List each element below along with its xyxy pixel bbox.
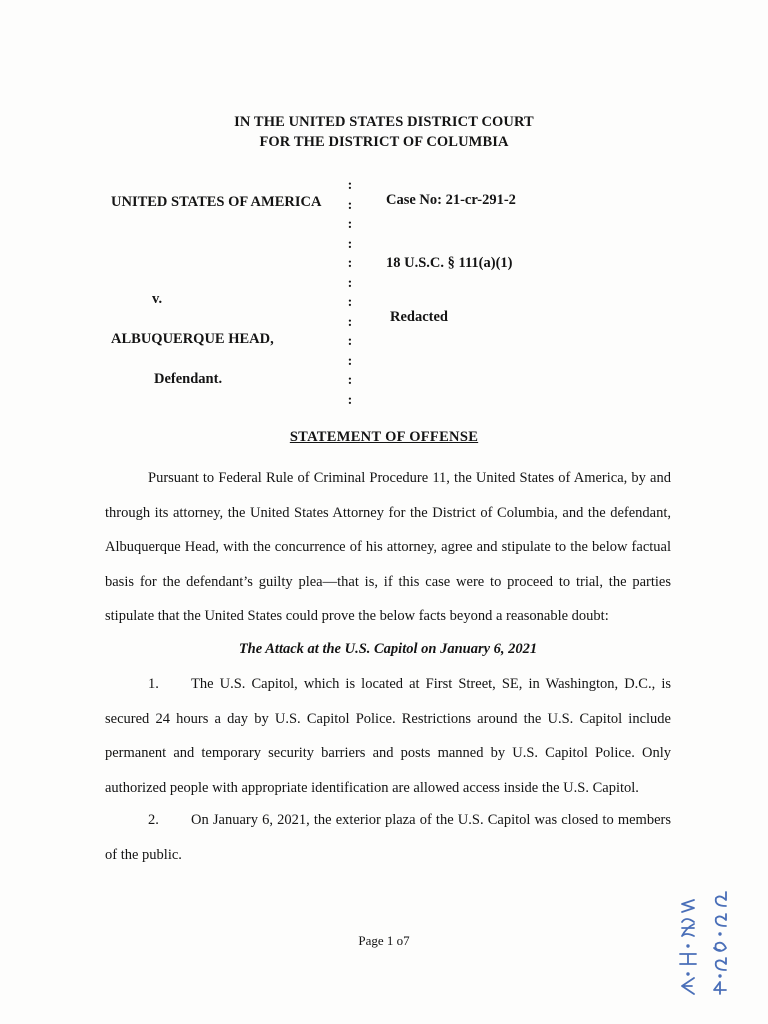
redacted-label: Redacted xyxy=(390,309,448,325)
handwritten-initials-icon xyxy=(668,878,758,998)
numbered-paragraph-2 xyxy=(105,803,671,872)
paragraph-body: The U.S. Capitol, which is located at First Street, SE, in Washington, D.C., is secured 24 hours a day by U.S. Capitol Police. Restrictions around the U.S. Capitol include permanent and temporary security barriers and posts manned by U.S. Capitol Police. Only authorized people with appropriate identification are allowed access inside the U.S. Capitol. xyxy=(105,676,671,796)
paragraph-number: 1. xyxy=(148,676,159,692)
numbered-paragraph-1 xyxy=(105,667,671,805)
section-subheading: The Attack at the U.S. Capitol on January 6, 2021 xyxy=(238,641,538,657)
plaintiff-name: UNITED STATES OF AMERICA xyxy=(111,194,322,210)
versus-label: v. xyxy=(152,291,163,307)
caption-colon-separator: : : : : : : : : : : : : xyxy=(347,178,353,408)
intro-paragraph-block xyxy=(105,461,671,634)
paragraph-body: On January 6, 2021, the exterior plaza of the U.S. Capitol was closed to members of the public. xyxy=(105,812,671,863)
paragraph-number: 2. xyxy=(148,812,159,828)
district-line: FOR THE DISTRICT OF COLUMBIA xyxy=(259,134,509,150)
statute-citation: 18 U.S.C. § 111(a)(1) xyxy=(386,255,513,271)
paragraph-2-text xyxy=(105,803,671,872)
defendant-name: ALBUQUERQUE HEAD, xyxy=(111,331,274,347)
case-number: Case No: 21-cr-291-2 xyxy=(386,192,516,208)
subheading-block xyxy=(105,632,671,667)
paragraph-1-text xyxy=(105,667,671,805)
court-header xyxy=(0,112,768,152)
statement-title: STATEMENT OF OFFENSE xyxy=(289,429,479,445)
defendant-role: Defendant. xyxy=(154,371,223,387)
intro-paragraph: Pursuant to Federal Rule of Criminal Procedure 11, the United States of America, by and through its attorney, the United States Attorney for the District of Columbia, and the defendant, Albuquerque Head, with the concurrence of his attorney, agree and stipulate to the below factual basis for the defendant’s guilty plea—that is, if this case were to proceed to trial, the parties stipulate that the United States could prove the below facts beyond a reasonable doubt: xyxy=(105,470,671,624)
page-number: Page 1 o7 xyxy=(358,933,410,948)
court-name-line: IN THE UNITED STATES DISTRICT COURT xyxy=(234,114,534,130)
